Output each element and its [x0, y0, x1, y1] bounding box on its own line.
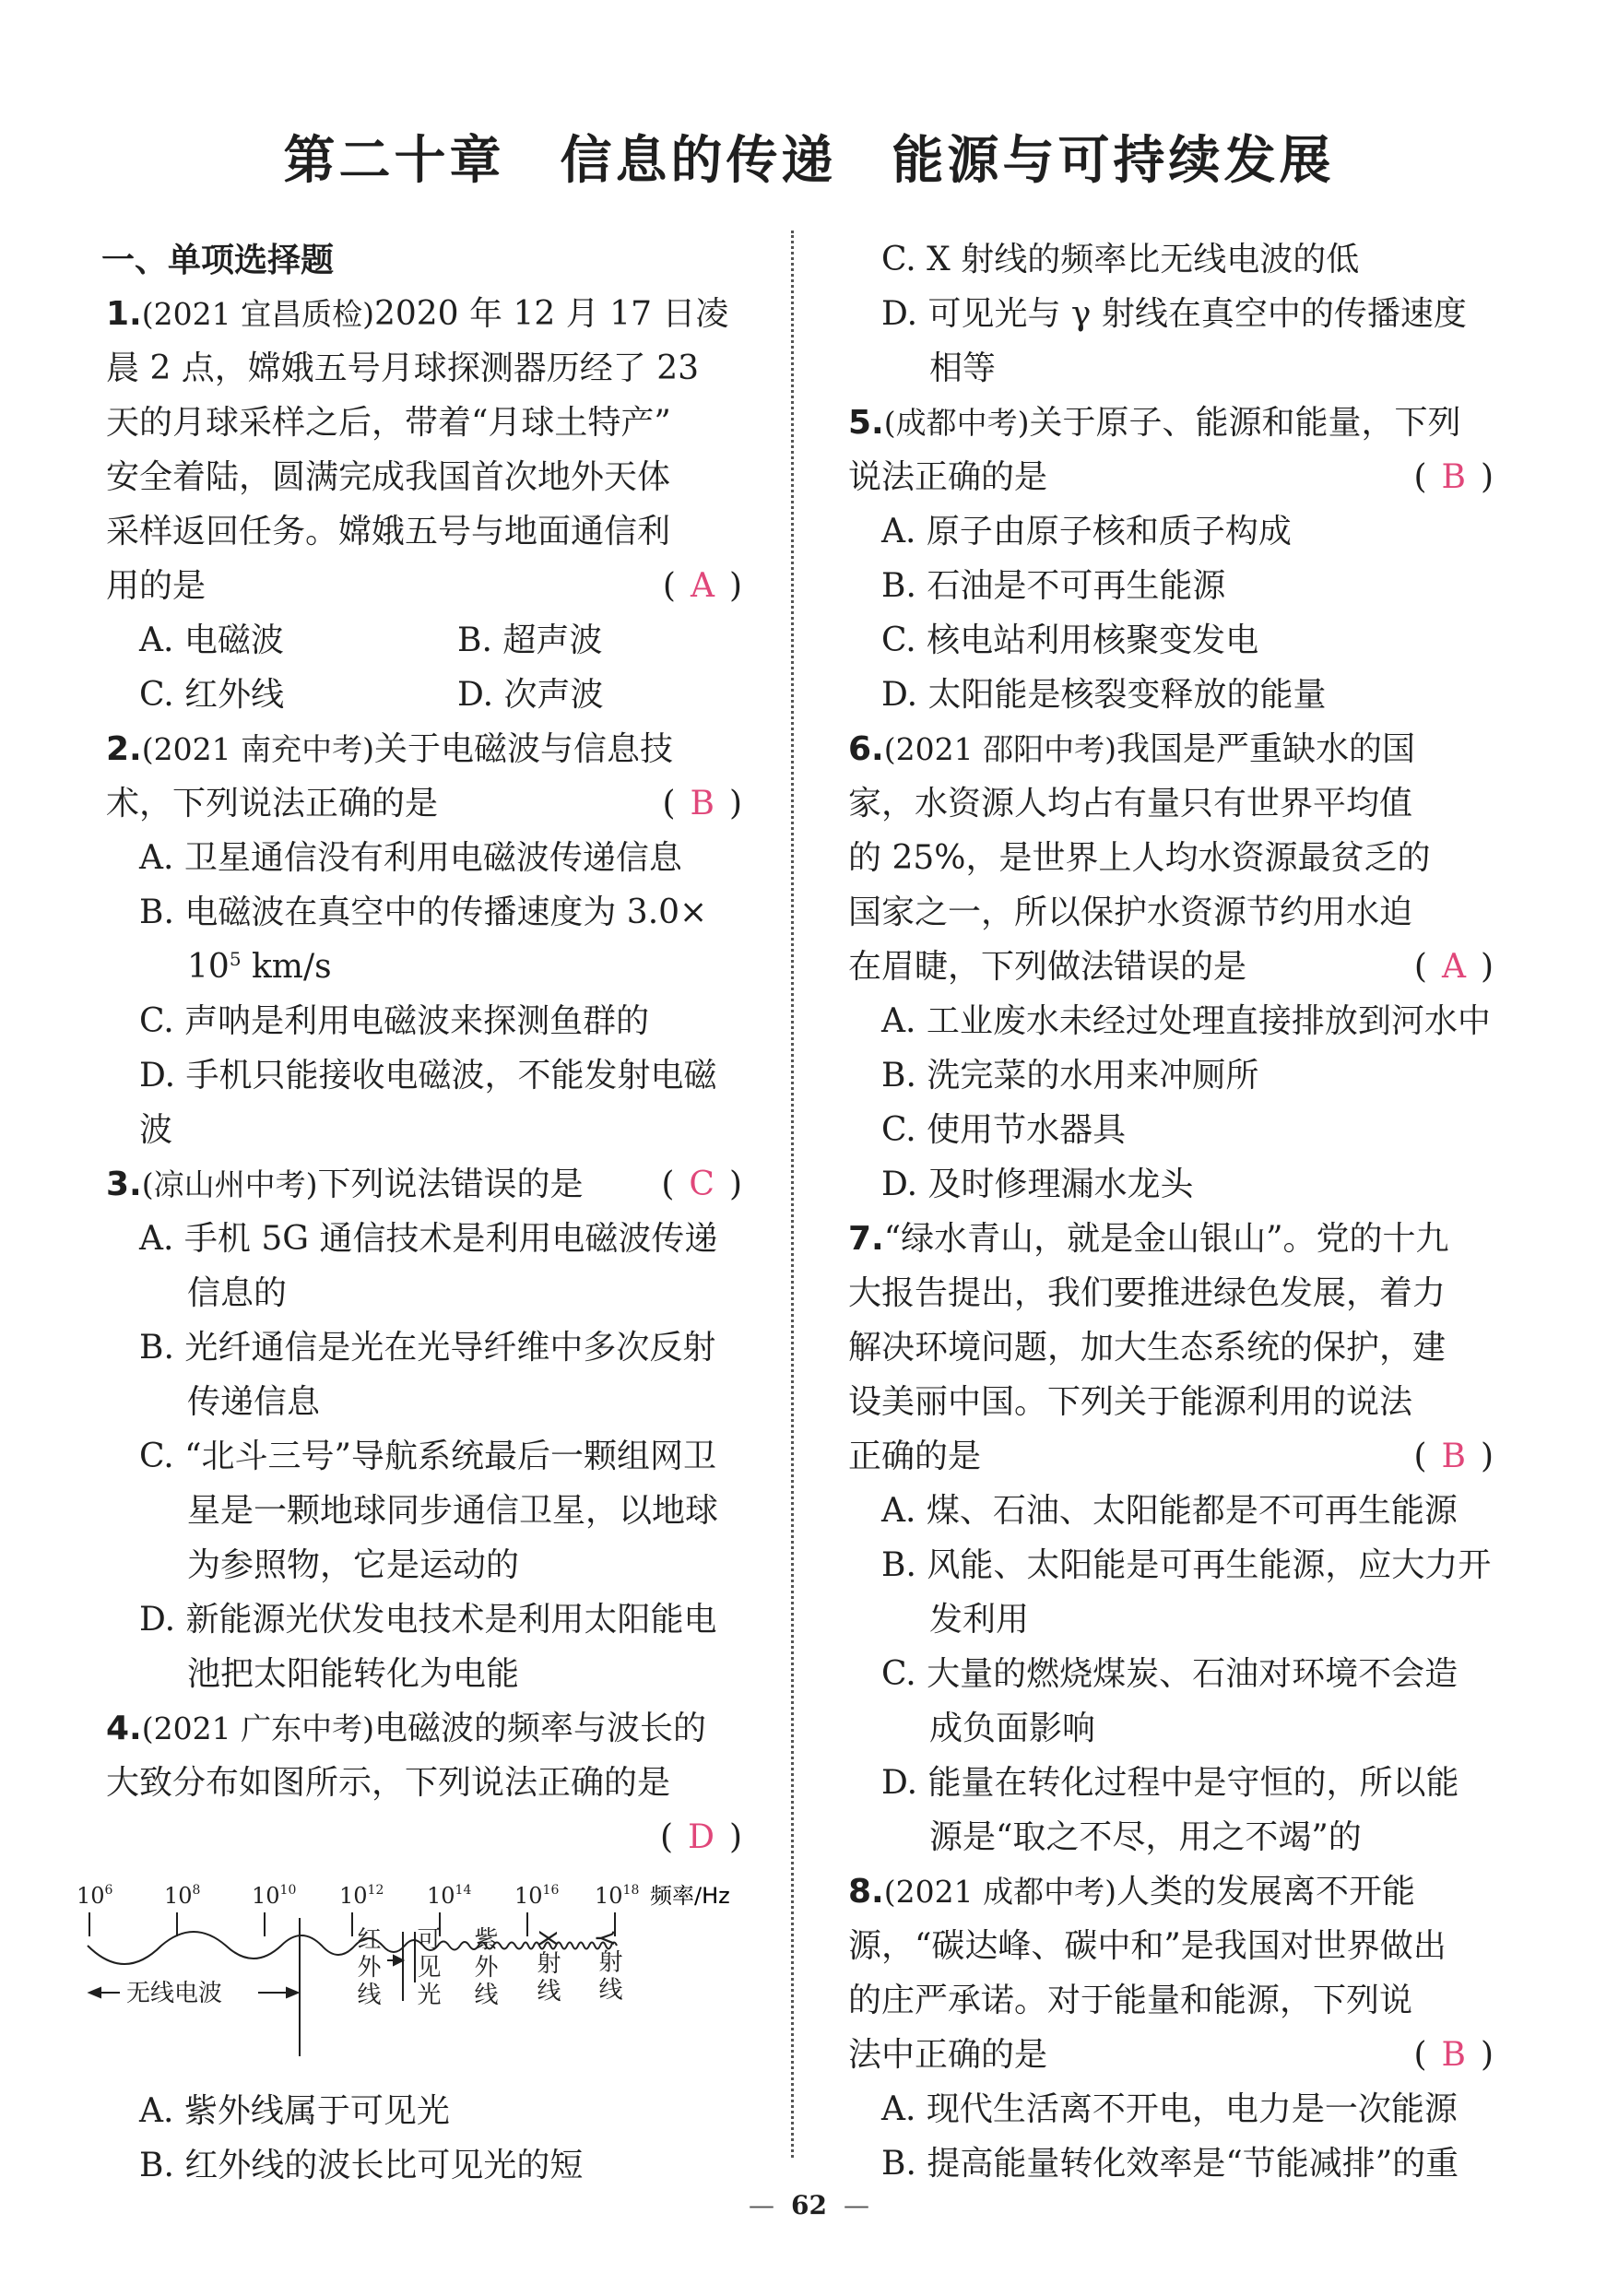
question-text: 的庄严承诺。对于能量和能源，下列说 [848, 1982, 1413, 2019]
option-a: A. 工业废水未经过处理直接排放到河水中 [881, 1002, 1491, 1040]
question-1 [106, 287, 742, 722]
question-source: (成都中考) [883, 405, 1030, 441]
radio-wave-label: 无线电波 [126, 1980, 223, 2007]
speed-exponent: 5 [229, 948, 242, 970]
answer-bracket: ( A ) [1413, 948, 1494, 986]
question-2 [106, 722, 742, 1157]
right-column [848, 235, 1494, 2191]
question-text: 解决环境问题，加大生态系统的保护，建 [848, 1329, 1447, 1367]
option-d: D. 能量在转化过程中是守恒的，所以能 [881, 1764, 1459, 1802]
question-text: 术，下列说法正确的是 [106, 785, 439, 823]
option-b: B. 红外线的波长比可见光的短 [139, 2147, 584, 2184]
question-text: 我国是严重缺水的国 [1116, 730, 1415, 768]
question-source: (凉山州中考) [141, 1166, 318, 1202]
question-number: 5. [848, 404, 884, 442]
question-8 [848, 1864, 1494, 2191]
option-a: A. 原子由原子核和质子构成 [881, 513, 1292, 550]
answer-letter: B [1441, 1438, 1466, 1475]
page-footer: — 62 — [749, 2190, 869, 2220]
option-d: D. 及时修理漏水龙头 [881, 1166, 1194, 1203]
ultraviolet-label: 紫外线 [470, 1926, 498, 2009]
answer-letter: B [1441, 2036, 1466, 2074]
question-text: 国家之一，所以保护水资源节约用水迫 [848, 894, 1413, 931]
question-text: 关于原子、能源和能量，下列 [1029, 404, 1461, 442]
answer-letter: B [690, 785, 715, 823]
answer-bracket: ( C ) [661, 1166, 742, 1203]
answer-letter: D [688, 1818, 715, 1856]
option-c: C. “北斗三号”导航系统最后一颗组网卫 [139, 1438, 716, 1475]
freq-tick-label: $10^6$ [77, 1883, 113, 1909]
answer-bracket: ( A ) [662, 567, 742, 605]
option-c: C. 使用节水器具 [881, 1111, 1127, 1149]
question-text: 大致分布如图所示，下列说法正确的是 [106, 1764, 671, 1802]
speed-base: 10 [187, 948, 230, 986]
gamma-ray-label: γ射线 [595, 1931, 622, 2005]
question-text: 法中正确的是 [848, 2036, 1048, 2074]
em-spectrum-figure [77, 1872, 742, 2084]
option-a: A. 手机 5G 通信技术是利用电磁波传递 [139, 1220, 718, 1258]
question-text: 关于电磁波与信息技 [373, 730, 673, 768]
option-c-continued: 成负面影响 [929, 1710, 1096, 1747]
question-text: 电磁波的频率与波长的 [373, 1710, 706, 1747]
question-text: 设美丽中国。下列关于能源利用的说法 [848, 1383, 1413, 1421]
question-text: 人类的发展离不开能 [1116, 1873, 1415, 1911]
freq-tick-label: $10^{18}$ [595, 1883, 640, 1909]
question-text: 大报告提出，我们要推进绿色发展，着力 [848, 1274, 1447, 1312]
freq-tick-label: $10^{10}$ [252, 1883, 297, 1909]
question-text: 2020 年 12 月 17 日凌 [373, 295, 729, 333]
q4-option-d: D. 可见光与 γ 射线在真空中的传播速度 [881, 295, 1467, 333]
option-b: B. 风能、太阳能是可再生能源，应大力开 [881, 1546, 1492, 1584]
option-d: D. 新能源光伏发电技术是利用太阳能电 [139, 1601, 717, 1639]
question-source: (2021 邵阳中考) [883, 731, 1116, 767]
freq-tick-label: $10^{12}$ [339, 1883, 384, 1909]
question-number: 2. [106, 730, 142, 768]
q4-option-d-continued: 相等 [929, 349, 997, 387]
option-c: C. 声呐是利用电磁波来探测鱼群的 [139, 1002, 650, 1040]
option-b: B. 洗完菜的水用来冲厕所 [881, 1057, 1259, 1095]
question-text: 用的是 [106, 567, 207, 605]
option-a: A. 紫外线属于可见光 [139, 2092, 450, 2130]
question-text: 源，“碳达峰、碳中和”是我国对世界做出 [848, 1927, 1447, 1965]
option-d: D. 次声波 [457, 676, 604, 714]
answer-bracket: ( B ) [1413, 1438, 1494, 1475]
visible-light-label: 可见光 [413, 1926, 441, 2009]
freq-tick-label: $10^8$ [164, 1883, 201, 1909]
option-a-continued: 信息的 [187, 1274, 288, 1312]
option-d: D. 太阳能是核裂变释放的能量 [881, 676, 1327, 714]
option-a: A. 现代生活离不开电，电力是一次能源 [881, 2090, 1458, 2128]
question-4 [77, 1701, 742, 2193]
freq-tick-label: $10^{16}$ [514, 1883, 560, 1909]
option-b-continued: 传递信息 [187, 1383, 321, 1421]
question-6 [848, 722, 1494, 1212]
page-number: 62 [791, 2190, 827, 2220]
option-a: A. 卫星通信没有利用电磁波传递信息 [139, 839, 682, 877]
question-text: 晨 2 点，嫦娥五号月球探测器历经了 23 [106, 349, 700, 387]
radio-arrowhead [89, 1988, 100, 1997]
option-c-continued: 为参照物，它是运动的 [187, 1546, 520, 1584]
answer-bracket: ( B ) [1413, 458, 1494, 496]
question-text: 安全着陆，圆满完成我国首次地外天体 [106, 458, 671, 496]
question-text: 说法正确的是 [848, 458, 1048, 496]
option-c: C. 核电站利用核聚变发电 [881, 621, 1259, 659]
question-source: (2021 南充中考) [141, 731, 374, 767]
em-spectrum-diagram [77, 1872, 742, 2084]
option-c: C. 大量的燃烧煤炭、石油对环境不会造 [881, 1655, 1459, 1693]
question-number: 4. [106, 1710, 142, 1747]
question-text: 家，水资源人均占有量只有世界平均值 [848, 785, 1413, 823]
question-number: 8. [848, 1873, 884, 1911]
question-text: 正确的是 [848, 1438, 982, 1475]
question-7 [848, 1212, 1494, 1864]
freq-axis-label: 频率/Hz [650, 1883, 730, 1909]
question-text: 在眉睫，下列做法错误的是 [848, 948, 1247, 986]
answer-bracket: ( B ) [662, 785, 742, 823]
question-3 [106, 1157, 742, 1701]
answer-letter: A [1441, 948, 1466, 986]
speed-unit: km/s [241, 948, 332, 986]
option-b: B. 提高能量转化效率是“节能减排”的重 [881, 2145, 1459, 2183]
question-text: 的 25%，是世界上人均水资源最贫乏的 [848, 839, 1431, 877]
option-a: A. 电磁波 [139, 621, 284, 659]
question-number: 7. [848, 1220, 884, 1258]
answer-letter: A [690, 567, 715, 605]
option-b-continued [106, 940, 742, 994]
option-d-continued: 源是“取之不尽，用之不竭”的 [929, 1818, 1362, 1856]
option-d-continued: 池把太阳能转化为电能 [187, 1655, 520, 1693]
chapter-title: 第二十章 信息的传递 能源与可持续发展 [283, 131, 1335, 191]
question-source: (2021 成都中考) [883, 1874, 1116, 1910]
question-text: 天的月球采样之后，带着“月球土特产” [106, 404, 671, 442]
option-b: B. 石油是不可再生能源 [881, 567, 1226, 605]
question-5 [848, 396, 1494, 722]
answer-letter: C [689, 1166, 715, 1203]
infrared-label: 红外线 [353, 1926, 381, 2009]
column-divider [791, 231, 794, 2158]
question-text: “绿水青山，就是金山银山”。党的十九 [883, 1220, 1449, 1258]
question-source: (2021 广东中考) [141, 1710, 374, 1746]
radio-arrowhead [287, 1988, 298, 1997]
question-text: 下列说法错误的是 [317, 1166, 584, 1203]
freq-tick-label: $10^{14}$ [427, 1883, 472, 1909]
option-c: C. 红外线 [139, 676, 285, 714]
option-b: B. 超声波 [457, 621, 603, 659]
answer-bracket: ( D ) [660, 1818, 742, 1856]
question-number: 1. [106, 295, 142, 333]
answer-bracket: ( B ) [1413, 2036, 1494, 2074]
option-c-continued: 星是一颗地球同步通信卫星，以地球 [187, 1492, 719, 1530]
question-text: 采样返回任务。嫦娥五号与地面通信利 [106, 513, 671, 550]
option-d: D. 手机只能接收电磁波，不能发射电磁波 [139, 1057, 717, 1149]
q4-option-c: C. X 射线的频率比无线电波的低 [881, 241, 1360, 278]
answer-letter: B [1441, 458, 1466, 496]
question-number: 6. [848, 730, 884, 768]
question-number: 3. [106, 1166, 142, 1203]
option-b: B. 光纤通信是光在光导纤维中多次反射 [139, 1329, 716, 1367]
question-source: (2021 宜昌质检) [141, 296, 374, 332]
option-b-continued: 发利用 [929, 1601, 1030, 1639]
left-column [77, 235, 742, 2193]
x-ray-label: X射线 [533, 1930, 561, 2006]
option-a: A. 煤、石油、太阳能都是不可再生能源 [881, 1492, 1458, 1530]
visible-arrowhead [394, 1956, 403, 1965]
option-b: B. 电磁波在真空中的传播速度为 3.0× [139, 894, 708, 931]
section-heading: 一、单项选择题 [101, 242, 335, 279]
